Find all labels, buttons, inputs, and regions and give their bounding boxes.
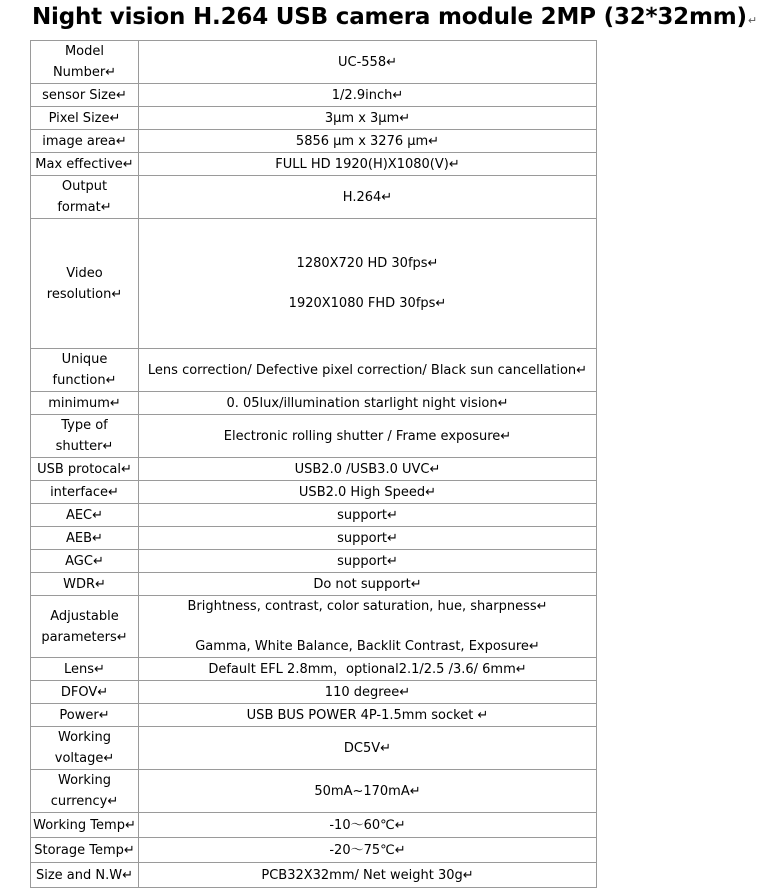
label-text: Type of shutter↵	[55, 418, 114, 454]
table-row	[31, 681, 597, 704]
label-text: AEB↵	[66, 530, 103, 546]
table-row	[31, 727, 597, 770]
value-text: support↵	[337, 530, 398, 546]
row-label	[31, 550, 139, 573]
value-text: 1280X720 HD 30fps↵	[296, 256, 439, 271]
value-text: 1/2.9inch↵	[331, 87, 404, 103]
row-value	[139, 681, 597, 704]
row-label	[31, 813, 139, 838]
row-label	[31, 596, 139, 658]
value-text: Brightness, contrast, color saturation, hue, sharpness↵	[187, 599, 548, 614]
table-row	[31, 596, 597, 658]
row-value	[139, 130, 597, 153]
value-text: Default EFL 2.8mm，optional2.1/2.5 /3.6/ 6mm↵	[208, 661, 527, 677]
paragraph-mark: ↵	[747, 14, 757, 27]
row-label	[31, 573, 139, 596]
row-label	[31, 130, 139, 153]
row-label	[31, 863, 139, 888]
table-row	[31, 550, 597, 573]
label-text: sensor Size↵	[42, 87, 127, 103]
row-value	[139, 481, 597, 504]
label-text: Working	[57, 773, 112, 788]
table-row	[31, 770, 597, 813]
row-label	[31, 770, 139, 813]
row-value	[139, 415, 597, 458]
label-text: Unique function↵	[52, 352, 117, 388]
label-text: DFOV↵	[60, 684, 109, 700]
label-text: Max effective↵	[35, 156, 134, 172]
row-label	[31, 84, 139, 107]
table-row	[31, 863, 597, 888]
label-text: Working	[57, 730, 112, 745]
table-row	[31, 527, 597, 550]
value-text: 110 degree↵	[324, 684, 411, 700]
label-text: Output format↵	[57, 179, 112, 215]
label-text: AGC↵	[65, 553, 104, 569]
row-value	[139, 153, 597, 176]
label-text: Video	[66, 265, 103, 281]
table-row	[31, 415, 597, 458]
title-text: Night vision H.264 USB camera module 2MP (32*32mm)	[32, 4, 747, 30]
label-text: Adjustable	[50, 608, 119, 624]
row-value	[139, 41, 597, 84]
row-value	[139, 550, 597, 573]
value-text: H.264↵	[342, 189, 393, 205]
value-text: USB2.0 /USB3.0 UVC↵	[294, 461, 441, 477]
row-value	[139, 176, 597, 219]
row-value	[139, 392, 597, 415]
label-text: USB protocal↵	[37, 461, 132, 477]
row-value	[139, 458, 597, 481]
row-value	[139, 863, 597, 888]
row-value	[139, 527, 597, 550]
label-text: voltage↵	[54, 751, 115, 766]
row-label	[31, 219, 139, 349]
row-label	[31, 481, 139, 504]
table-row	[31, 153, 597, 176]
table-row	[31, 392, 597, 415]
row-value	[139, 504, 597, 527]
label-text: Lens↵	[64, 661, 105, 677]
label-text: image area↵	[42, 133, 127, 149]
row-label	[31, 704, 139, 727]
table-row	[31, 84, 597, 107]
value-text: USB BUS POWER 4P-1.5mm socket ↵	[246, 707, 489, 723]
table-row	[31, 458, 597, 481]
row-value	[139, 596, 597, 658]
value-text: 5856 µm x 3276 µm↵	[295, 133, 440, 149]
value-text: support↵	[337, 507, 398, 523]
label-text: resolution↵	[46, 286, 123, 302]
spec-table-body	[31, 41, 597, 888]
label-text: WDR↵	[63, 576, 106, 592]
label-text: currency↵	[50, 794, 119, 809]
row-label	[31, 41, 139, 84]
label-text: Power↵	[59, 707, 110, 723]
row-value	[139, 770, 597, 813]
row-value	[139, 84, 597, 107]
value-text: USB2.0 High Speed↵	[298, 484, 437, 500]
row-label	[31, 392, 139, 415]
label-text: Pixel Size↵	[48, 110, 121, 126]
table-row	[31, 504, 597, 527]
row-label	[31, 153, 139, 176]
label-text: AEC↵	[65, 507, 104, 523]
label-text: parameters↵	[41, 629, 128, 645]
table-row	[31, 573, 597, 596]
label-text: Model Number↵	[52, 44, 117, 80]
row-label	[31, 658, 139, 681]
value-text: PCB32X32mm/ Net weight 30g↵	[261, 867, 474, 883]
label-text: Working Temp↵	[33, 817, 136, 833]
table-row	[31, 219, 597, 349]
row-value	[139, 219, 597, 349]
row-label	[31, 458, 139, 481]
label-text: Storage Temp↵	[34, 842, 135, 858]
table-row	[31, 481, 597, 504]
value-text: Do not support↵	[313, 576, 422, 592]
row-value	[139, 727, 597, 770]
row-value	[139, 704, 597, 727]
value-text: 0. 05lux/illumination starlight night vision↵	[226, 395, 509, 411]
row-value	[139, 838, 597, 863]
row-value	[139, 813, 597, 838]
row-label	[31, 504, 139, 527]
row-value	[139, 349, 597, 392]
label-text: Size and N.W↵	[35, 867, 133, 883]
value-text: Electronic rolling shutter / Frame exposure↵	[223, 428, 512, 444]
value-text: FULL HD 1920(H)X1080(V)↵	[275, 156, 460, 172]
label-text: minimum↵	[48, 395, 121, 411]
value-text: UC-558↵	[338, 54, 397, 70]
label-text: interface↵	[50, 484, 119, 500]
row-value	[139, 573, 597, 596]
value-text: 3µm x 3µm↵	[324, 110, 411, 126]
value-text: 1920X1080 FHD 30fps↵	[288, 296, 447, 311]
row-label	[31, 527, 139, 550]
row-label	[31, 349, 139, 392]
page-title	[32, 4, 757, 30]
row-label	[31, 681, 139, 704]
table-row	[31, 130, 597, 153]
value-text: support↵	[337, 553, 398, 569]
value-text: Lens correction/ Defective pixel correction/ Black sun cancellation↵	[147, 362, 588, 378]
value-text: -10～60℃↵	[329, 817, 406, 833]
value-text: 50mA~170mA↵	[314, 783, 421, 799]
row-value	[139, 658, 597, 681]
spec-table	[30, 40, 597, 888]
table-row	[31, 349, 597, 392]
table-row	[31, 704, 597, 727]
row-label	[31, 838, 139, 863]
table-row	[31, 176, 597, 219]
table-row	[31, 107, 597, 130]
table-row	[31, 41, 597, 84]
table-row	[31, 813, 597, 838]
row-label	[31, 107, 139, 130]
table-row	[31, 838, 597, 863]
row-label	[31, 176, 139, 219]
row-value	[139, 107, 597, 130]
row-label	[31, 415, 139, 458]
value-text: DC5V↵	[343, 740, 392, 756]
table-row	[31, 658, 597, 681]
value-text: Gamma, White Balance, Backlit Contrast, Exposure↵	[195, 639, 540, 654]
row-label	[31, 727, 139, 770]
value-text: -20～75℃↵	[329, 842, 406, 858]
